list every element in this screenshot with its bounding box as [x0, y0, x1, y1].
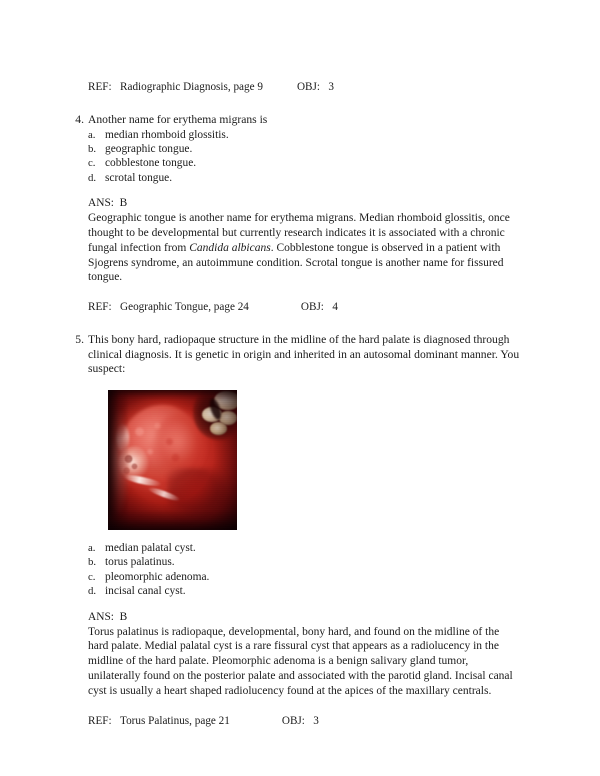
- question-4-explanation: [88, 211, 520, 285]
- spacer: [70, 315, 520, 333]
- option-c[interactable]: [88, 570, 520, 584]
- question-5-options: [88, 541, 520, 599]
- obj-value: 3: [313, 714, 319, 727]
- ans-value: B: [119, 197, 128, 210]
- obj-value: 3: [328, 81, 334, 93]
- option-c-text: pleomorphic adenoma.: [105, 570, 210, 583]
- explanation-part-2: . Cobblestone tongue is observed in a patient with Sjogrens syndrome, an autoimmune condition. Scrotal tongue is another name for fissured tongue.: [88, 241, 504, 284]
- option-c[interactable]: [88, 156, 520, 170]
- spacer: [70, 699, 520, 714]
- ref-label: REF:: [88, 301, 112, 314]
- obj-group: [297, 80, 334, 95]
- question-5-answer-block: [88, 610, 520, 699]
- option-d[interactable]: [88, 584, 520, 598]
- option-a[interactable]: [88, 541, 520, 555]
- explanation-part-1: Geographic tongue is another name for erythema migrans. Median rhomboid glossitis, once thought to be developmental but currently research indicates it is associated with a chronic fungal infection from: [88, 212, 510, 254]
- question-5-number: 5.: [75, 333, 84, 347]
- obj-label: OBJ:: [281, 714, 305, 727]
- question-4-options: [88, 128, 520, 186]
- page-content: [70, 80, 520, 729]
- photo-grain: [108, 390, 237, 530]
- option-d-text: scrotal tongue.: [105, 171, 173, 184]
- ref-text: Radiographic Diagnosis, page 9: [120, 81, 263, 93]
- option-b-letter: b.: [88, 556, 97, 569]
- spacer: [70, 285, 520, 300]
- question-5: [70, 333, 520, 377]
- ans-label: ANS:: [88, 197, 114, 210]
- option-a-text: median rhomboid glossitis.: [105, 128, 229, 141]
- ref-text: Geographic Tongue, page 24: [120, 301, 249, 314]
- question-5-text: This bony hard, radiopaque structure in the midline of the hard palate is diagnosed through clinical diagnosis. It is genetic in origin and inherited in an autosomal dominant manner. You suspect:: [88, 333, 520, 376]
- question-4-reference-line: [88, 300, 520, 315]
- question-4-text: Another name for erythema migrans is: [88, 113, 268, 126]
- ref-text: Torus Palatinus, page 21: [120, 714, 230, 727]
- obj-group: [301, 300, 338, 315]
- option-d-letter: d.: [88, 171, 97, 184]
- option-d[interactable]: [88, 171, 520, 185]
- option-c-text: cobblestone tongue.: [105, 157, 197, 170]
- option-d-text: incisal canal cyst.: [105, 585, 186, 598]
- reference-line-top: [88, 80, 520, 95]
- obj-group: [282, 714, 319, 729]
- option-b[interactable]: [88, 142, 520, 156]
- option-b-letter: b.: [88, 143, 97, 155]
- spacer: [70, 95, 520, 113]
- question-5-reference-line: [88, 714, 520, 729]
- option-c-letter: c.: [88, 570, 96, 583]
- question-4-number: 4.: [75, 113, 84, 126]
- spacer: [70, 185, 520, 196]
- option-a-letter: a.: [88, 128, 96, 141]
- option-a-text: median palatal cyst.: [105, 541, 196, 554]
- spacer: [70, 599, 520, 610]
- ans-value: B: [119, 610, 128, 623]
- option-a-letter: a.: [88, 541, 96, 554]
- clinical-photo-wrapper: [108, 390, 520, 530]
- option-c-letter: c.: [88, 157, 96, 170]
- clinical-photo-hard-palate-torus: [108, 390, 237, 530]
- ans-label: ANS:: [88, 610, 114, 623]
- explanation-italic-term: Candida albicans: [189, 241, 271, 254]
- question-4-answer-line: [88, 196, 520, 211]
- ref-label: REF:: [88, 81, 112, 93]
- option-d-letter: d.: [88, 585, 97, 598]
- question-4-answer-block: [88, 196, 520, 285]
- obj-label: OBJ:: [300, 301, 324, 314]
- obj-label: OBJ:: [296, 81, 320, 93]
- option-b[interactable]: [88, 555, 520, 569]
- question-4: [70, 113, 520, 128]
- obj-value: 4: [332, 301, 338, 314]
- question-5-explanation: Torus palatinus is radiopaque, developmental, bony hard, and found on the midline of the hard palate. Medial palatal cyst is a rare fissural cyst that appears as a radiolucency in the midline of the hard palate. Pleomorphic adenoma is a benign salivary gland tumor, unilaterally found on the posterior palate and associated with the parotid gland. Incisal canal cyst is usually a heart shaped radiolucency found at the apices of the maxillary centrals.: [88, 625, 513, 697]
- option-b-text: geographic tongue.: [105, 143, 193, 155]
- option-b-text: torus palatinus.: [105, 556, 175, 569]
- ref-label: REF:: [88, 714, 112, 727]
- question-5-answer-line: [88, 610, 520, 625]
- option-a[interactable]: [88, 128, 520, 142]
